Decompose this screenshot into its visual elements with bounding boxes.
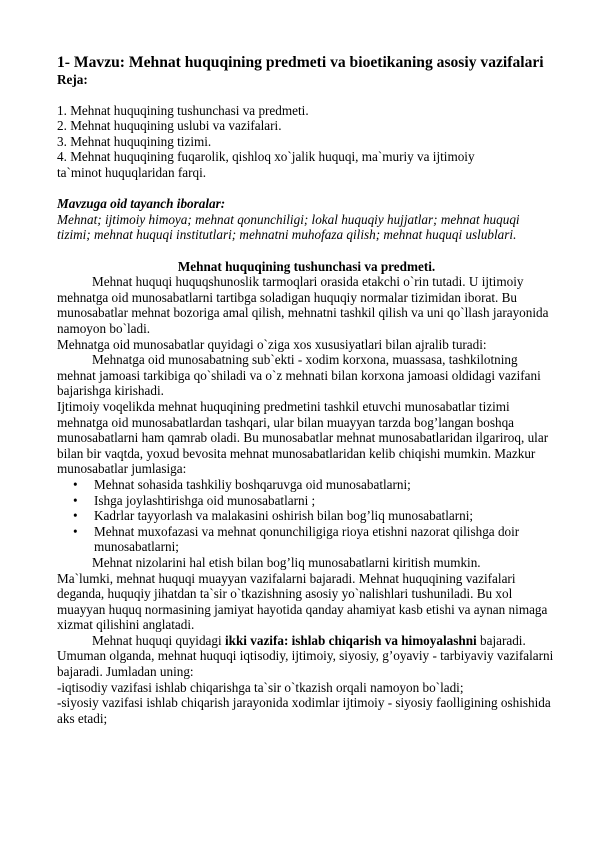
list-item: [57, 524, 556, 555]
reja-list: [57, 103, 556, 181]
keywords-text: Mehnat; ijtimoiy himoya; mehnat qonunchiligi; lokal huquqiy hujjatlar; mehnat huquqi tizimi; mehnat huquqi institutlari; mehnatni muhofaza qilish; mehnat huquqi uslublari.: [57, 211, 520, 243]
spacer: [57, 243, 556, 259]
reja-item: 3. Mehnat huquqining tizimi.: [57, 133, 212, 149]
list-item: [57, 508, 556, 524]
spacer: [57, 181, 556, 197]
bullet-dot-icon: •: [73, 476, 78, 492]
reja-item: 2. Mehnat huquqining uslubi va vazifalari.: [57, 118, 282, 134]
document-title: 1- Mavzu: Mehnat huquqining predmeti va bioetikaning asosiy vazifalari: [57, 54, 544, 71]
paragraph: Mehnat nizolarini hal etish bilan bog’liq munosabatlarni kiritish mumkin.: [92, 554, 481, 570]
bullet-list: [57, 477, 556, 555]
bullet-dot-icon: •: [73, 508, 78, 524]
list-item-text: Kadrlar tayyorlash va malakasini oshirish bilan bog’liq munosabatlarni;: [94, 508, 474, 524]
keywords-label: Mavzuga oid tayanch iboralar:: [57, 196, 226, 212]
list-item-text: Mehnat muxofazasi va mehnat qonunchiligiga rioya etishni nazorat qilishga doir munosabatlarni;: [94, 523, 520, 555]
list-item: [57, 493, 556, 509]
paragraph-bold-text: ikki vazifa: ishlab chiqarish va himoyalashni: [224, 632, 477, 648]
paragraph: -siyosiy vazifasi ishlab chiqarish jarayonida xodimlar ijtimoiy - siyosiy faolligining oshishida aks etadi;: [57, 695, 551, 726]
list-item-text: Ishga joylashtirishga oid munosabatlarni ;: [94, 492, 316, 508]
paragraph: -iqtisodiy vazifasi ishlab chiqarishga ta`sir o`tkazish orqali namoyon bo`ladi;: [57, 679, 464, 695]
paragraph: Ma`lumki, mehnat huquqi muayyan vazifalarni bajaradi. Mehnat huquqining vazifalari deganda, huquqiy jihatdan ta`sir o`tkazishning asosiy yo`nalishlari tushuniladi. Bu xol muayyan huquq normasining jamiyat hayotida qanday ahamiyat kasb etishi va aynan nimaga xizmat qilishini anglatadi.: [57, 570, 548, 633]
paragraph: Mehnatga oid munosabatning sub`ekti - xodim korxona, muassasa, tashkilotning mehnat jamoasi tarkibiga qo`shiladi va o`z mehnati bilan korxona jamoasi oldidagi vazifani bajarishga kirishadi.: [57, 352, 541, 399]
bullet-dot-icon: •: [73, 492, 78, 508]
paragraph-text: bajaradi.: [476, 632, 526, 648]
reja-item: 4. Mehnat huquqining fuqarolik, qishloq xo`jalik huquqi, ma`muriy va ijtimoiy ta`minot huquqlaridan farqi.: [57, 149, 475, 181]
paragraph: Mehnat huquqi huquqshunoslik tarmoqlari orasida etakchi o`rin tutadi. U ijtimoiy mehnatga oid munosabatlarni tartibga soladigan huquqiy normalar tizimidan iborat. Bu munosabatlar mehnat bozoriga amal qilish, mehnatni tashkil qilish va uni qo`llash jarayonida namoyon bo`ladi.: [57, 274, 549, 336]
paragraph: Mehnatga oid munosabatlar quyidagi o`ziga xos xususiyatlari bilan ajralib turadi:: [57, 336, 487, 352]
list-item-text: Mehnat sohasida tashkiliy boshqaruvga oid munosabatlarni;: [94, 476, 411, 492]
reja-item: 1. Mehnat huquqining tushunchasi va predmeti.: [57, 102, 309, 118]
paragraph: [57, 633, 556, 649]
paragraph: Umuman olganda, mehnat huquqi iqtisodiy, ijtimoiy, siyosiy, g’oyaviy - tarbiyaviy vazifalarni bajaradi. Jumladan uning:: [57, 648, 554, 680]
bullet-dot-icon: •: [73, 523, 78, 539]
list-item: [57, 477, 556, 493]
paragraph-text: Mehnat huquqi quyidagi: [92, 632, 225, 648]
paragraph: Ijtimoiy voqelikda mehnat huquqining predmetini tashkil etuvchi munosabatlar tizimi mehnatga oid munosabatlardan tashqari, ular bilan muayyan tarzda bog’langan boshqa munosabatlarni ham qamrab oladi. Bu munosabatlar mehnat munosabatlaridan ilgariroq, ular bilan bir vaqtda, yoxud bevosita mehnat munosabatlaridan kelib chiqishi mumkin. Mazkur munosabatlar jumlasiga:: [57, 398, 549, 477]
spacer: [57, 87, 556, 103]
reja-label: Reja:: [57, 71, 88, 87]
section-heading: Mehnat huquqining tushunchasi va predmeti.: [177, 258, 436, 274]
